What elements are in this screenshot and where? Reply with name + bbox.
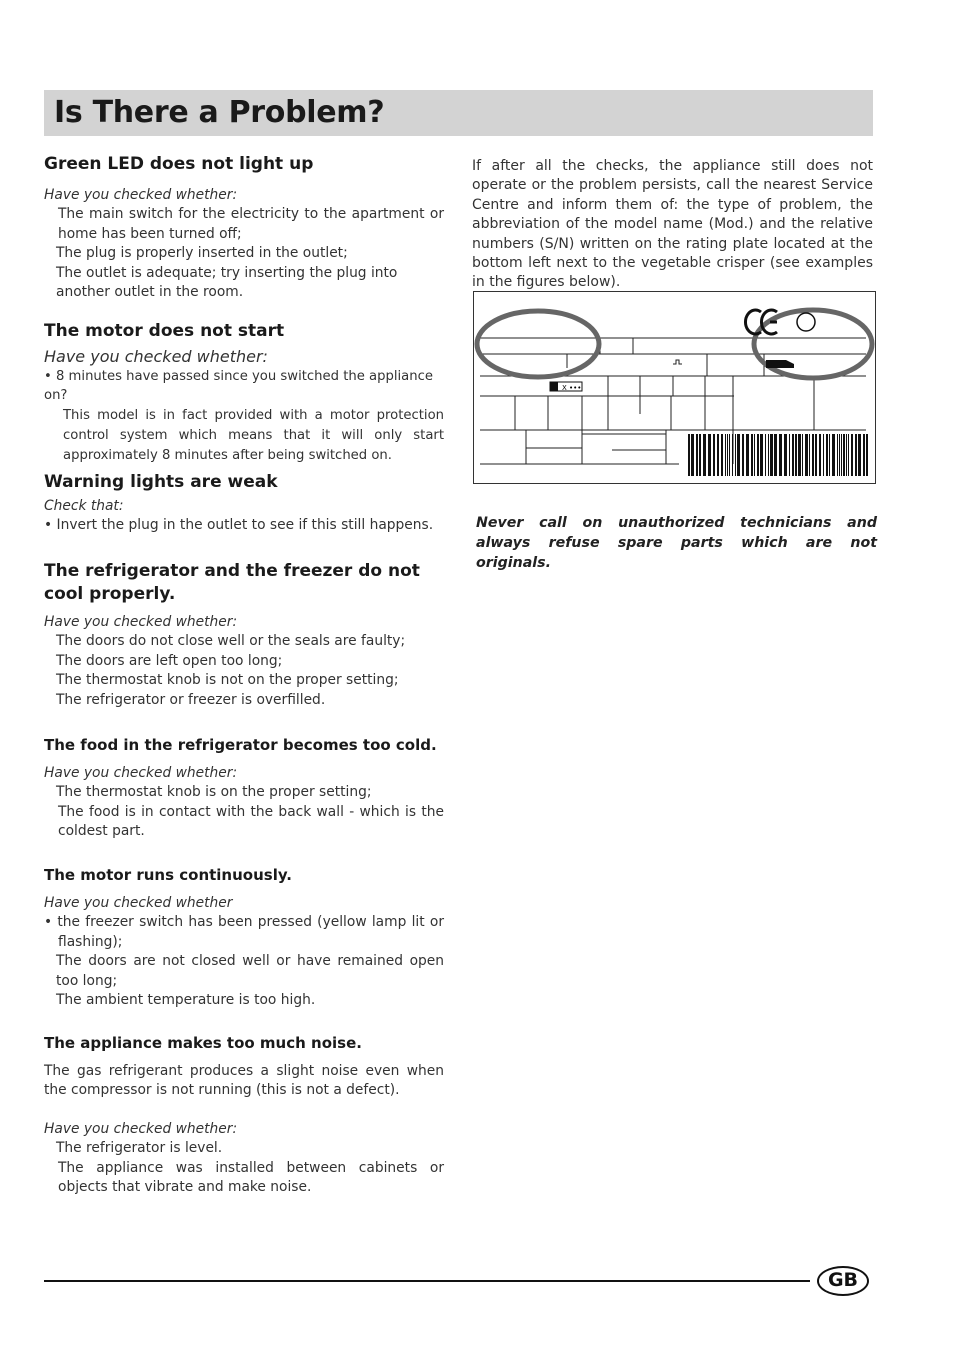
barcode-bar — [754, 434, 755, 476]
section-motor-continuous — [44, 865, 444, 1010]
section-heading: The motor does not start — [44, 321, 285, 341]
barcode-bar — [841, 434, 842, 476]
section-motor-not-start — [44, 320, 444, 466]
barcode-bar — [843, 434, 845, 476]
section-intro: Have you checked whether: — [44, 614, 238, 630]
rating-plate-illustration — [474, 292, 875, 483]
barcode-bar — [742, 434, 744, 476]
barcode-bar — [784, 434, 787, 476]
barcode-bar — [848, 434, 849, 476]
barcode-bar — [727, 434, 728, 476]
barcode-bar — [829, 434, 830, 476]
section-intro: Have you checked whether: — [44, 1120, 238, 1137]
barcode-bar — [826, 434, 828, 476]
section-intro: Have you checked whether — [44, 895, 233, 911]
section-heading: The refrigerator and the freezer do not cool properly. — [44, 561, 420, 604]
barcode-bar — [809, 434, 810, 476]
section-warning-lights — [44, 471, 444, 536]
section-heading: The food in the refrigerator becomes too cold. — [44, 736, 437, 754]
barcode-bar — [713, 434, 715, 476]
barcode-bar — [729, 434, 730, 476]
barcode-bar — [765, 434, 766, 476]
barcode-bar — [774, 434, 777, 476]
barcode-bar — [725, 434, 726, 476]
section-green-led — [44, 153, 444, 302]
barcode-bar — [805, 434, 808, 476]
list-item: The doors are not closed well or have remained open too long; — [56, 953, 444, 989]
barcode-bar — [735, 434, 736, 476]
barcode-bar — [789, 434, 790, 476]
list-item: The appliance was installed between cabinets or objects that vibrate and make noise. — [58, 1159, 444, 1196]
barcode-bar — [703, 434, 706, 476]
barcode-bar — [792, 434, 794, 476]
list-item: The thermostat knob is not on the proper setting; — [56, 672, 399, 689]
barcode-bar — [798, 434, 801, 476]
list-item: The thermostat knob is on the proper setting; — [56, 784, 372, 801]
barcode-bar — [746, 434, 749, 476]
warning-text: Never call on unauthorized technicians and always refuse spare parts which are not originals. — [476, 515, 877, 571]
barcode-bar — [688, 434, 690, 476]
barcode-bar — [839, 434, 840, 476]
list-item-text: The outlet is adequate; try inserting the plug into another outlet in the room. — [56, 264, 398, 301]
barcode-bar — [696, 434, 698, 476]
barcode-bar — [819, 434, 821, 476]
list-item: The doors do not close well or the seals are faulty; — [56, 633, 406, 650]
list-item — [44, 264, 444, 303]
section-intro: Have you checked whether: — [44, 187, 238, 203]
section-intro: Check that: — [44, 498, 124, 514]
section-heading: The motor runs continuously. — [44, 866, 292, 884]
list-item: The doors are left open too long; — [56, 652, 283, 669]
list-item: • the freezer switch has been pressed (yellow lamp lit or flashing); — [44, 914, 444, 950]
barcode-bar — [858, 434, 861, 476]
barcode-bar — [851, 434, 853, 476]
right-column — [472, 157, 877, 571]
barcode-bar — [812, 434, 814, 476]
barcode-bar — [855, 434, 857, 476]
barcode-bar — [815, 434, 817, 476]
barcode-bar — [717, 434, 719, 476]
barcode-bar — [846, 434, 847, 476]
section-heading: The appliance makes too much noise. — [44, 1034, 362, 1052]
section-noise — [44, 1033, 444, 1197]
plate-label: X ••• — [562, 384, 582, 392]
barcode-bar — [837, 434, 838, 476]
barcode-bar — [760, 434, 763, 476]
section-not-cool — [44, 560, 444, 710]
barcode-bar — [863, 434, 865, 476]
barcode-bar — [802, 434, 803, 476]
barcode-bar — [699, 434, 701, 476]
barcode-bar — [795, 434, 797, 476]
title-bar — [44, 90, 873, 136]
section-intro: Have you checked whether: — [44, 347, 268, 366]
service-text: If after all the checks, the appliance still does not operate or the problem persists, call the nearest Service Centre and inform them of: the type of problem, the abbreviation of the model name (Mod.) and the relative numbers (S/N) written on the rating plate located at the bottom left next to the vegetable crisper (see examples in the figures below). — [472, 158, 873, 291]
barcode-bar — [721, 434, 723, 476]
barcode-bar — [768, 434, 769, 476]
list-item: The food is in contact with the back wall - which is the coldest part. — [58, 803, 444, 840]
barcode-bar — [751, 434, 753, 476]
barcode-bar — [823, 434, 824, 476]
language-badge: GB — [817, 1266, 869, 1296]
section-body: The gas refrigerant produces a slight noise even when the compressor is not running (this is not a defect). — [44, 1063, 444, 1099]
barcode-bar — [866, 434, 868, 476]
section-heading: Warning lights are weak — [44, 472, 278, 492]
barcode-bar — [757, 434, 759, 476]
list-item: • 8 minutes have passed since you switched the appliance on? — [44, 369, 433, 404]
barcode-bar — [708, 434, 711, 476]
rating-plate-figure — [473, 291, 876, 484]
page-title: Is There a Problem? — [54, 95, 385, 130]
list-item: The ambient temperature is too high. — [56, 992, 316, 1009]
list-item: This model is in fact provided with a motor protection control system which means that it will only start approximately 8 minutes after being switched on. — [63, 407, 444, 463]
list-item: The plug is properly inserted in the outlet; — [56, 245, 348, 262]
list-item: • Invert the plug in the outlet to see if this still happens. — [44, 517, 434, 534]
list-item: The refrigerator or freezer is overfilled. — [56, 691, 326, 708]
list-item: The main switch for the electricity to the apartment or home has been turned off; — [58, 206, 444, 242]
barcode-bar — [770, 434, 773, 476]
section-intro: Have you checked whether: — [44, 765, 238, 781]
barcode-bar — [691, 434, 694, 476]
barcode-bar — [779, 434, 782, 476]
barcode-bar — [732, 434, 733, 476]
section-heading: Green LED does not light up — [44, 154, 314, 174]
list-item: The refrigerator is level. — [56, 1140, 223, 1157]
barcode-bar — [737, 434, 740, 476]
barcode-bar — [832, 434, 835, 476]
section-too-cold — [44, 735, 444, 842]
footer-rule — [44, 1280, 810, 1282]
